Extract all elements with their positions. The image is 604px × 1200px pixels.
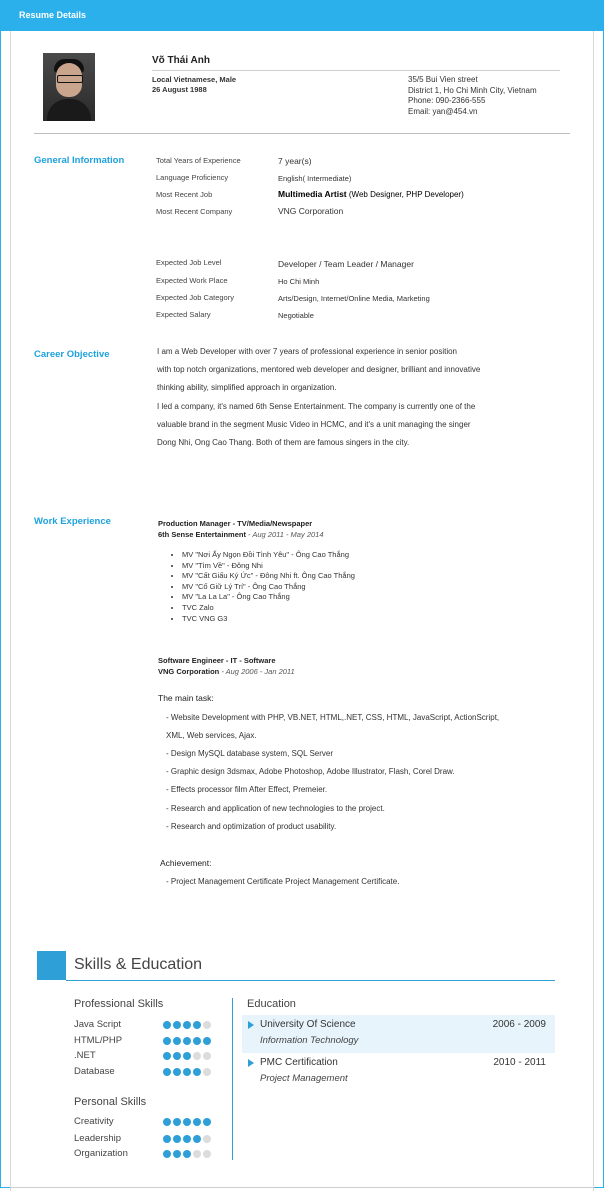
info-value: VNG Corporation [278,206,344,216]
skill-row [74,1148,224,1162]
triangle-right-icon [248,1059,254,1067]
list-item: • MV "Cố Giữ Lý Trí" - Ông Cao Thắng [182,582,355,593]
info-label: Most Recent Company [156,207,233,216]
bio-line: Local Vietnamese, Male [152,75,237,84]
header-bar [0,0,604,31]
address-line: District 1, Ho Chi Minh City, Vietnam [408,85,537,95]
most-recent-job [278,189,464,199]
education-subject: Information Technology [260,1035,359,1046]
info-label: Expected Salary [156,310,211,319]
main-task-title: The main task: [158,693,214,703]
rating-dot-filled [163,1135,171,1143]
right-border [593,31,594,1191]
rating-dot-filled [173,1068,181,1076]
skill-row [74,1019,224,1033]
rating-dot-filled [183,1150,191,1158]
skill-name: Creativity [74,1116,114,1127]
info-label: Expected Work Place [156,276,228,285]
rating-dot-filled [193,1021,201,1029]
skills-education-title: Skills & Education [74,956,203,973]
task-line: XML, Web services, Ajax. [166,731,257,740]
skill-rating [163,1037,211,1045]
skill-name: Leadership [74,1133,122,1144]
skill-rating [163,1150,211,1158]
skill-row [74,1050,224,1064]
objective-line: I led a company, it's named 6th Sense Entertainment. The company is currently one of the [157,402,476,411]
achievement-line: - Project Management Certificate Project Management Certificate. [166,877,400,886]
job-title: Software Engineer - IT - Software [158,656,276,665]
rating-dot-empty [203,1135,211,1143]
achievement-title: Achievement: [160,858,212,868]
education-title: Education [247,998,296,1010]
info-value: 7 year(s) [278,156,312,166]
education-item [242,1053,555,1091]
section-underline [66,980,555,981]
rating-dot-filled [183,1052,191,1060]
task-line: - Effects processor film After Effect, Premeier. [166,785,328,794]
rating-dot-filled [193,1068,201,1076]
education-years: 2010 - 2011 [493,1057,546,1068]
skill-rating [163,1052,211,1060]
rating-dot-filled [173,1150,181,1158]
profile-contact [408,75,537,117]
task-line: - Design MySQL database system, SQL Server [166,749,334,758]
job-dates: - Aug 2011 - May 2014 [245,530,324,539]
info-value: Arts/Design, Internet/Online Media, Marketing [278,294,430,303]
info-value: Ho Chi Minh [278,277,320,286]
header-divider [34,133,570,134]
recent-job-title: Multimedia Artist [278,189,347,199]
education-years: 2006 - 2009 [492,1019,546,1030]
rating-dot-filled [183,1068,191,1076]
rating-dot-filled [173,1135,181,1143]
recent-job-detail: (Web Designer, PHP Developer) [348,190,464,199]
info-value: Negotiable [278,311,314,320]
skill-row [74,1133,224,1147]
profile-bio [152,75,236,95]
education-subject: Project Management [260,1073,348,1084]
left-border [10,31,11,1191]
job-items-list [170,550,355,624]
rating-dot-empty [203,1052,211,1060]
info-value: Developer / Team Leader / Manager [278,259,414,269]
info-label: Most Recent Job [156,190,213,199]
rating-dot-filled [183,1037,191,1045]
list-item: • TVC VNG G3 [182,614,355,625]
bottom-border [10,1187,594,1188]
objective-line: with top notch organizations, mentored web developer and designer, brilliant and innovative [157,365,481,374]
rating-dot-empty [203,1150,211,1158]
list-item: • TVC Zalo [182,603,355,614]
education-name: PMC Certification [260,1057,338,1068]
objective-line: thinking ability, simplified approach in organization. [157,383,337,392]
rating-dot-filled [183,1021,191,1029]
education-name: University Of Science [260,1019,356,1030]
rating-dot-empty [203,1068,211,1076]
skill-row [74,1066,224,1080]
objective-line: Dong Nhi, Ong Cao Thang. Both of them are famous singers in the city. [157,438,410,447]
rating-dot-filled [163,1068,171,1076]
skill-name: Organization [74,1148,128,1159]
skill-rating [163,1021,211,1029]
header-title: Resume Details [19,10,87,20]
list-item: • MV "Cất Giấu Ký Ức" - Đông Nhi ft. Ông Cao Thắng [182,571,355,582]
rating-dot-filled [163,1052,171,1060]
career-objective-title: Career Objective [34,349,110,360]
rating-dot-filled [183,1118,191,1126]
rating-dot-filled [203,1118,211,1126]
rating-dot-filled [173,1052,181,1060]
rating-dot-filled [193,1135,201,1143]
general-info-title: General Information [34,155,125,166]
rating-dot-filled [163,1150,171,1158]
rating-dot-filled [173,1037,181,1045]
triangle-right-icon [248,1021,254,1029]
skill-row [74,1116,224,1130]
task-line: - Research and application of new technologies to the project. [166,804,385,813]
bio-line: 26 August 1988 [152,85,207,94]
rating-dot-filled [163,1037,171,1045]
task-line: - Graphic design 3dsmax, Adobe Photoshop, Adobe Illustrator, Flash, Corel Draw. [166,767,455,776]
job-title: Production Manager - TV/Media/Newspaper [158,519,313,528]
skill-rating [163,1068,211,1076]
job-company [158,530,324,539]
skill-name: .NET [74,1050,96,1061]
skill-row [74,1035,224,1049]
rating-dot-filled [173,1118,181,1126]
column-divider [232,998,233,1160]
info-value: English( Intermediate) [278,174,352,183]
personal-skills-title: Personal Skills [74,1096,147,1108]
profile-photo [43,53,95,121]
work-experience-title: Work Experience [34,516,111,527]
rating-dot-filled [183,1135,191,1143]
job-dates: - Aug 2006 - Jan 2011 [219,667,295,676]
rating-dot-empty [193,1052,201,1060]
list-item: • MV "Nơi Ấy Ngọn Đồi Tình Yêu" - Ông Cao Thắng [182,550,355,561]
task-line: - Research and optimization of product usability. [166,822,337,831]
skill-rating [163,1118,211,1126]
job-company [158,667,295,676]
skill-rating [163,1135,211,1143]
rating-dot-empty [193,1150,201,1158]
info-label: Total Years of Experience [156,156,241,165]
rating-dot-filled [203,1037,211,1045]
list-item: • MV "Tìm Về" - Đông Nhi [182,561,355,572]
name-divider [152,70,560,71]
list-item: • MV "La La La" - Ông Cao Thắng [182,592,355,603]
skill-name: HTML/PHP [74,1035,123,1046]
rating-dot-filled [173,1021,181,1029]
rating-dot-filled [193,1118,201,1126]
info-label: Expected Job Category [156,293,234,302]
objective-line: valuable brand in the segment Music Video in HCMC, and it's a unit managing the singer [157,420,471,429]
education-item [242,1015,555,1053]
objective-line: I am a Web Developer with over 7 years of professional experience in senior position [157,347,458,356]
phone-line: Phone: 090-2366-555 [408,96,486,105]
rating-dot-filled [163,1118,171,1126]
section-marker [37,951,66,980]
skill-name: Database [74,1066,115,1077]
professional-skills-title: Professional Skills [74,998,164,1010]
rating-dot-empty [203,1021,211,1029]
task-line: - Website Development with PHP, VB.NET, HTML,.NET, CSS, HTML, JavaScript, ActionScript, [166,713,500,722]
rating-dot-filled [163,1021,171,1029]
skill-name: Java Script [74,1019,121,1030]
company-name: 6th Sense Entertainment [158,530,246,539]
info-label: Language Proficiency [156,173,229,182]
rating-dot-filled [193,1037,201,1045]
info-label: Expected Job Level [156,258,222,267]
address-line: 35/5 Bui Vien street [408,75,478,84]
company-name: VNG Corporation [158,667,220,676]
profile-name: Võ Thái Anh [152,55,210,66]
email-line: Email: yan@454.vn [408,106,478,116]
